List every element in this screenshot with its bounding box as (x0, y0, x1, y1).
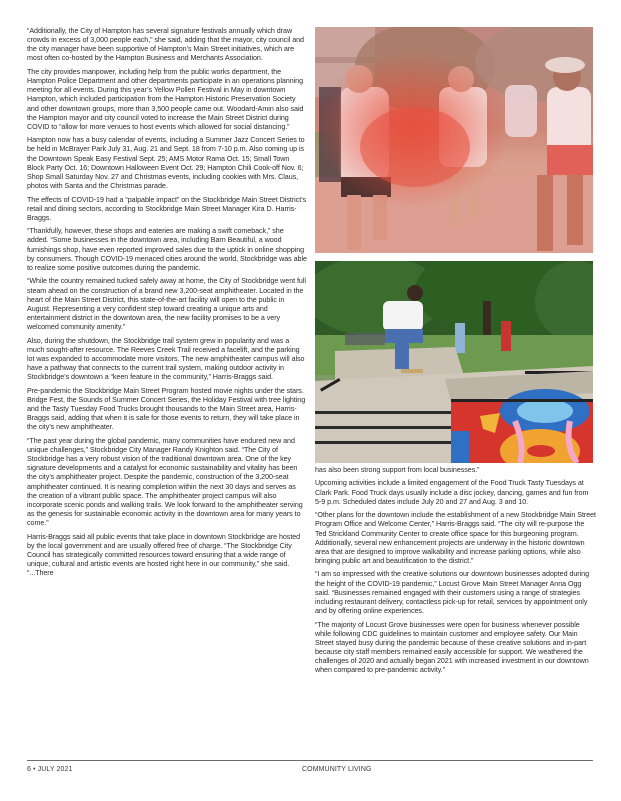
paragraph: “The majority of Locust Grove businesses were open for business whenever possible while following CDC guidelines to maintain customer and employee safety. Our Main Street stayed busy during the pandemic because of these creative solutions and in-part because city staff members remained easily accessible for support. We weathered the challenges of 2020 and actually began 2021 with increased investment in our downtown when compared to pre-pandemic activity.” (315, 620, 589, 675)
article-right-column (315, 466, 596, 680)
footer-divider (27, 760, 593, 761)
paragraph: “Thankfully, however, these shops and eateries are making a swift comeback,” she added. “Some businesses in the downtown area, including Barn Beautiful, a wood furnishings shop, have even reported improved sales due to the uptick in online shopping by consumers. Though COVID-19 menaced cities around the world, Stockbridge was able to realize some positive outcomes during the pandemic. (27, 227, 307, 272)
photo-skate-park (315, 261, 593, 463)
paragraph: Harris-Braggs said all public events that take place in downtown Stockbridge are hosted by the local government and are usually offered free of charge. “The Stockbridge City Council has strategically committed resources toward ensuring that a wide range of unique, cultural and artistic events are hosted right here in our community,” she said. “...There (27, 532, 301, 578)
skate-park-image (315, 261, 593, 463)
paragraph: The city provides manpower, including help from the public works department, the Hampton Police Department and other departments participate in an operations planning meeting for all events. During this year’s Yellow Pollen Festival in May in downtown Hampton, which included participation from the Hampton Historic Preservation Society and other downtown groups, more than 3,500 people came out. Woodard-Amin also said the Hampton mayor and city council voted to increase the Main Street District during COVID to “allow for more venues to host events which allowed for social distancing.” (27, 67, 304, 131)
paragraph: has also been strong support from local businesses.” (315, 466, 480, 474)
paragraph: “The past year during the global pandemic, many communities have endured new and unique challenges,” Stockbridge City Manager Randy Knighton said. “The City of Stockbridge has a very robust vision of the traditional downtown area. One of the key signature developments and a catalyst for economic sustainability and vitality has been the city’s amphitheater project. Despite the pandemic, construction of the 3,200-seat amphitheater continued. It is nearing completion within the next 30 days and serves as the creation of a vibrant public space. The amphitheater project campus will also incorporate scenic ponds and walking trails. We look forward to the amphitheater serving as the genesis for sustainable economic activity in the downtown area for many years to come.” (27, 436, 303, 528)
photo-color-run (315, 27, 593, 253)
paragraph: Upcoming activities include a limited engagement of the Food Truck Tasty Tuesdays at Clark Park. Food Truck days usually include a disc jockey, dancing, games and fun from 5-9 p.m. Scheduled dates include July 20 and 27 and Aug. 3 and 10. (315, 479, 589, 506)
article-left-column (27, 27, 307, 583)
paragraph: “Other plans for the downtown include the establishment of a new Stockbridge Main Street Program Office and Welcome Center,” Harris-Braggs said. “The city will re-purpose the Ted Strickland Community Center to create office space for this burgeoning program. Additionally, several new enhancement projects are underway in the historic downtown area that are designed to improve walkability and increase parking options, while also bringing public art and beautification to the district.” (315, 511, 596, 565)
paragraph: Hampton now has a busy calendar of events, including a Summer Jazz Concert Series to be held in McBrayer Park July 31, Aug. 21 and Sept. 18 from 7-10 p.m. Also coming up is the Downtown Speak Easy Festival Sept. 25; AMS Motor Rama Oct. 15; Small Town Block Party Oct. 16; Downtown Halloween Event Oct. 29; Hampton Chili Cook-off Nov. 6; Shop Small Saturday Nov. 27 and Christmas events, including cookies with Mrs. Claus, photos with Santa and the Christmas parade. (27, 136, 305, 191)
color-run-image (315, 27, 593, 253)
paragraph: “While the country remained tucked safely away at home, the City of Stockbridge went full steam ahead on the construction of a brand new 3,200-seat amphitheater. Located in the heart of the Main Street District, this state-of-the-art facility will open to the public in August. Representing a very confident step toward creating a unique arts and entertainment district in the downtown area, the new facility promises to be a very welcomed community amenity.” (27, 277, 306, 332)
paragraph: Also, during the shutdown, the Stockbridge trail system grew in popularity and was a much sought-after resource. The Reeves Creek Trail received a facelift, and the parking lot was expanded to accommodate more visitors. The new amphitheater campus will also have a pathway that connects to the current trail system, making outdoor activity in Stockbridge’s downtown a “keen feature in the community,” Harris-Braggs said. (27, 336, 305, 382)
page-number-date: 6 • JULY 2021 (27, 766, 73, 773)
paragraph: “I am so impressed with the creative solutions our downtown businesses adopted during the height of the COVID-19 pandemic,” Locust Grove Main Street Manager Anna Ogg said. “Businesses remained engaged with their customers using a range of strategies including restaurant delivery, contactless pick-up for retail, services by appointment only and by offering online experiences. (315, 570, 589, 616)
paragraph: Pre-pandemic the Stockbridge Main Street Program hosted movie nights under the stars. Bridge Fest, the Sounds of Summer Concert Series, the Holiday Festival with tree lighting and the Tasty Tuesday Food Trucks brought thousands to the Main Street area, Harris-Braggs said, adding that when it is safe for those events to return, they will take place in the city’s new amphitheater. (27, 386, 306, 432)
paragraph: The effects of COVID-19 had a “palpable impact” on the Stockbridge Main Street District’s retail and dining sectors, according to Stockbridge Main Street Manager Kira D. Harris-Braggs. (27, 195, 307, 222)
paragraph: “Additionally, the City of Hampton has several signature festivals annually which draw crowds in excess of 3,000 people each,” she said, adding that the mayor, city council and the city manager have been supportive of Hampton’s Main Street initiatives, which are most often co-hosted by the Hampton Business and Merchants Association. (27, 27, 304, 63)
publication-name: COMMUNITY LIVING (302, 766, 372, 773)
